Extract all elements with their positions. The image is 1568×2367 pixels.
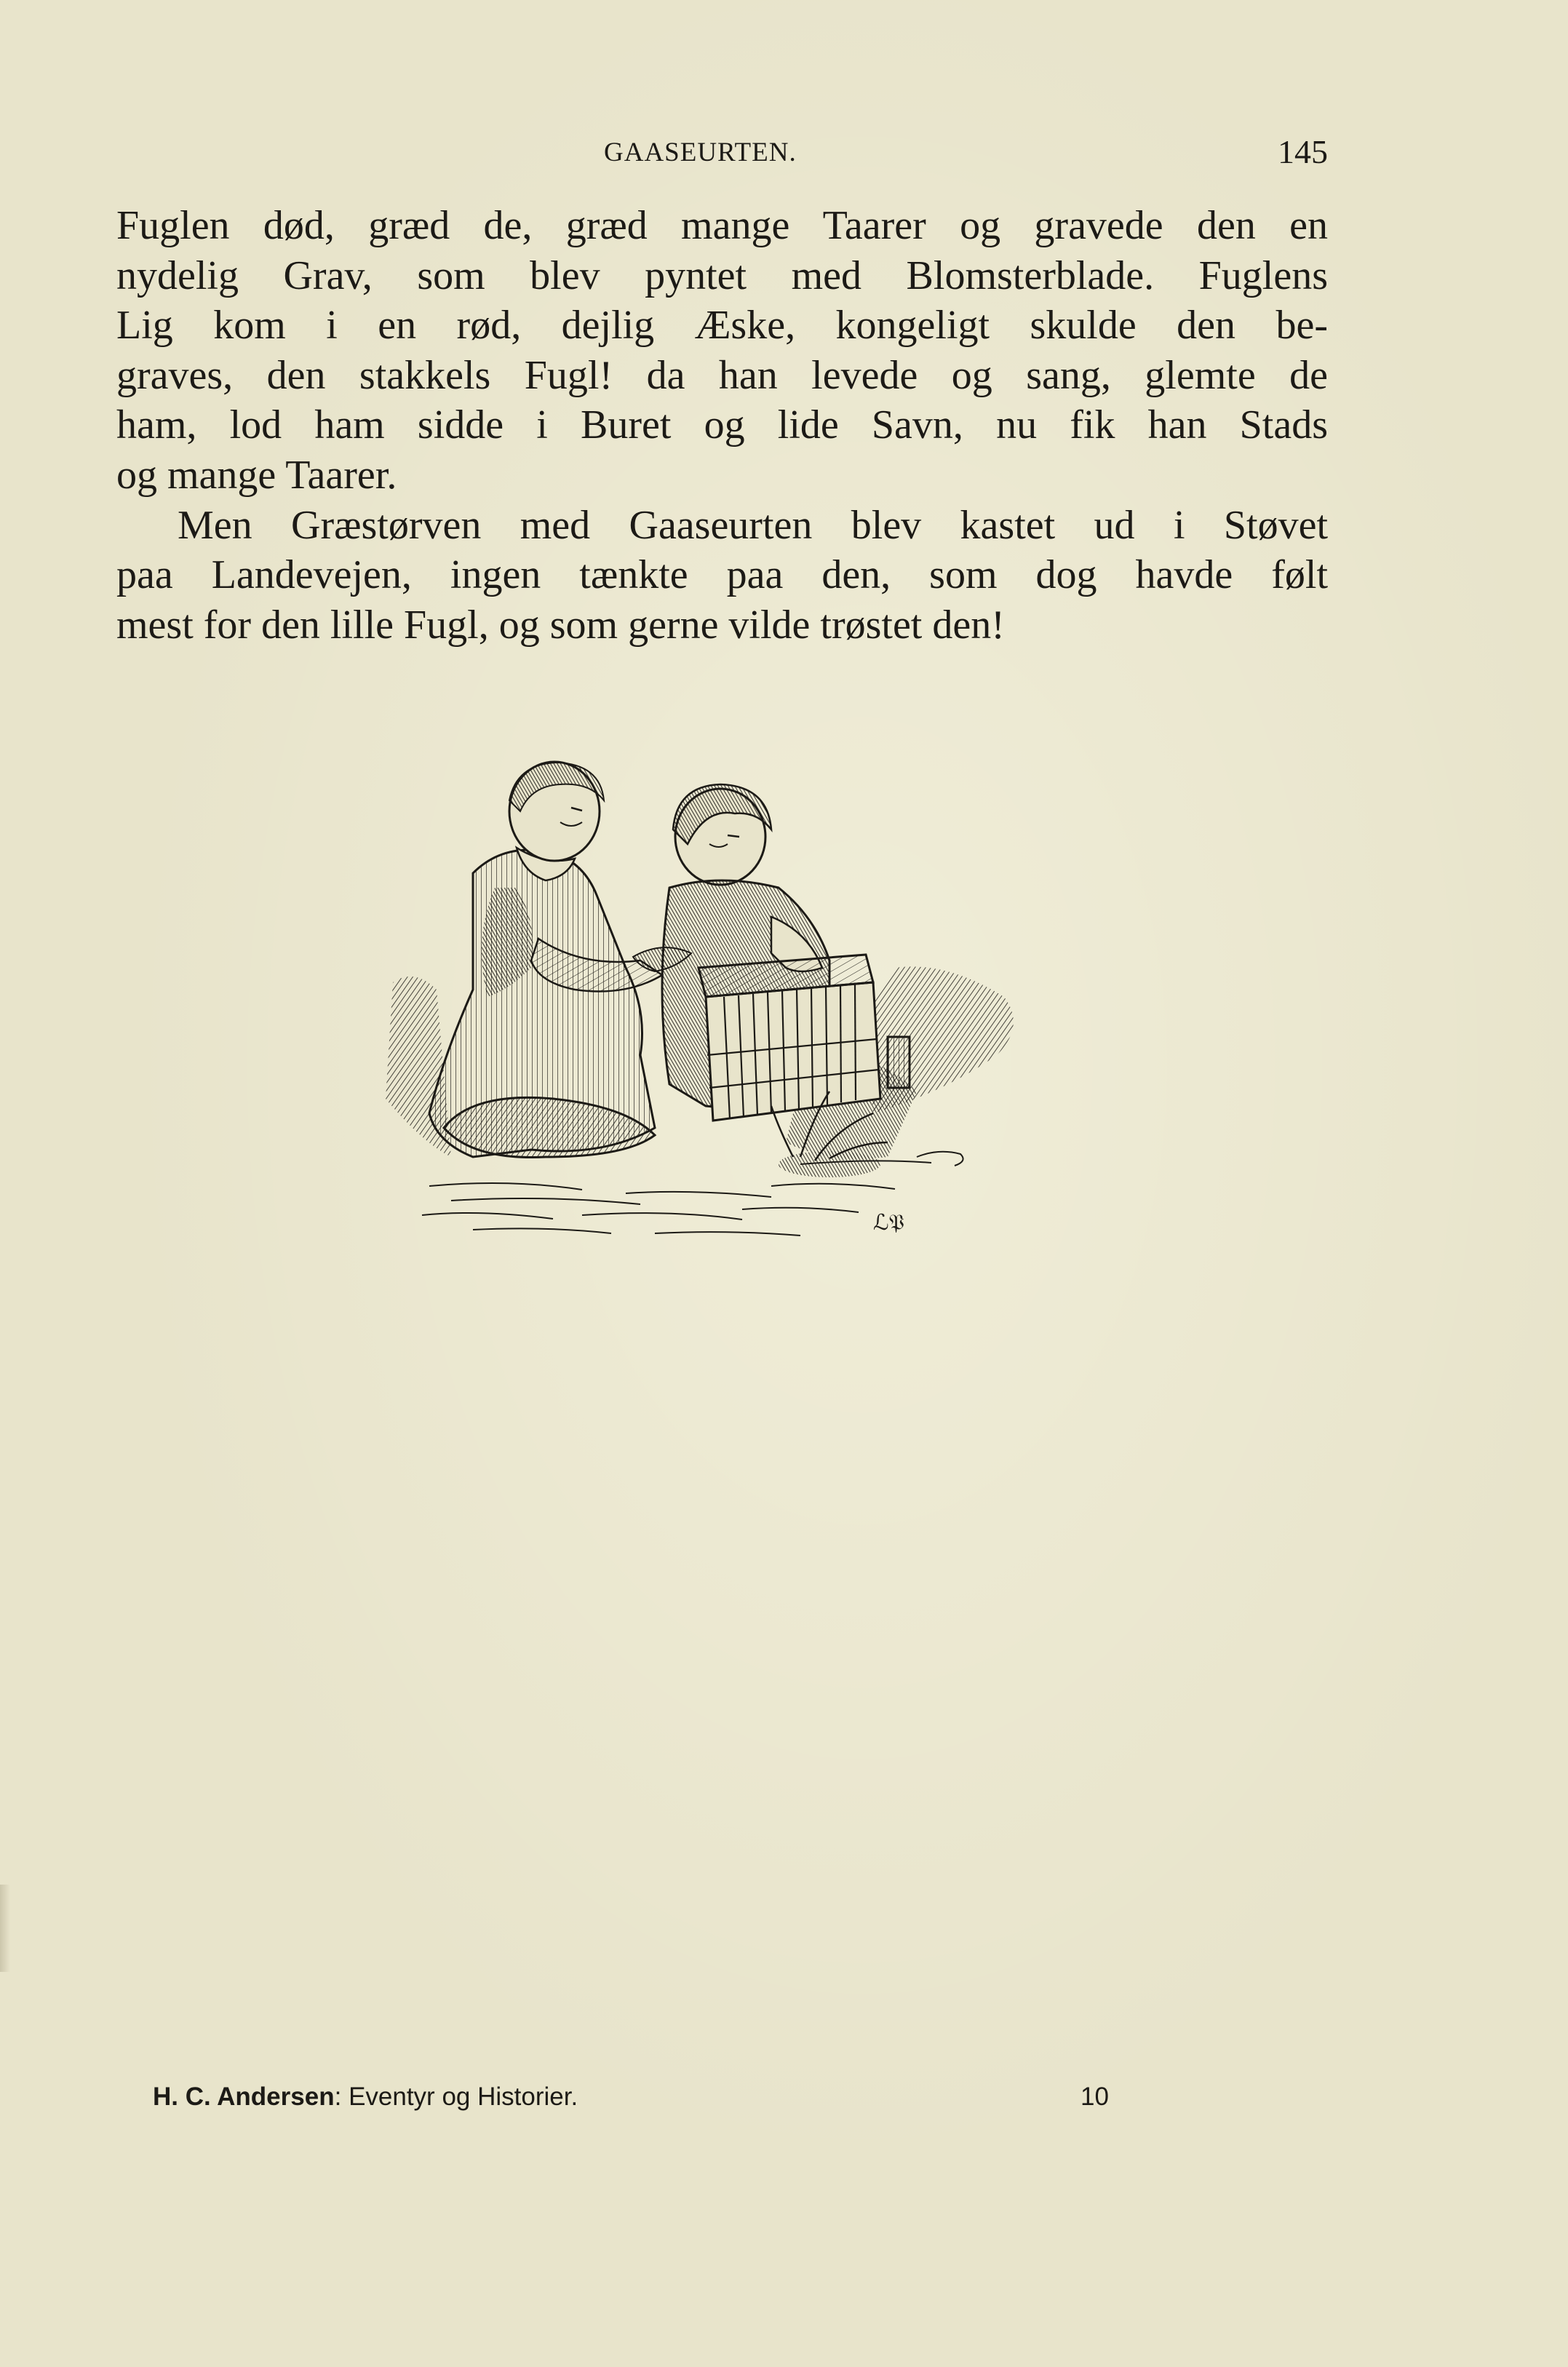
artist-monogram-mark: ℒ𝔓 [873, 1211, 904, 1235]
children-birdcage-engraving [364, 749, 1070, 1259]
text-line: Men Græstørven med Gaaseurten blev kastet ud i Støvet [178, 502, 1328, 548]
text-line: mest for den lille Fugl, og som gerne vilde trøstet den! [116, 602, 1005, 648]
margin-stain [0, 1885, 10, 1972]
engraving-illustration [364, 749, 1070, 1259]
text-line: paa Landevejen, ingen tænkte paa den, som dog havde følt [116, 552, 1328, 598]
text-line: graves, den stakkels Fugl! da han levede og sang, glemte de [116, 352, 1328, 398]
book-title: Eventyr og Historier. [349, 2082, 578, 2111]
footer [153, 2082, 1171, 2126]
text-line: og mange Taarer. [116, 452, 397, 498]
author-name: H. C. Andersen [153, 2082, 335, 2111]
text-line: nydelig Grav, som blev pyntet med Blomsterblade. Fuglens [116, 252, 1328, 298]
running-head [116, 132, 1328, 176]
body-text [116, 201, 1328, 650]
paragraph-2 [116, 501, 1328, 651]
text-line: Lig kom i en rød, dejlig Æske, kongeligt skulde den be- [116, 303, 1328, 349]
turf-clump [779, 1151, 880, 1177]
book-credit [153, 2082, 578, 2112]
running-title: GAASEURTEN. [604, 138, 797, 167]
signature-mark: 10 [1081, 2082, 1109, 2111]
text-line: Fuglen død, græd de, græd mange Taarer og gravede den en [116, 203, 1328, 248]
page-number: 145 [1278, 133, 1328, 170]
credit-separator: : [334, 2082, 342, 2111]
paragraph-1 [116, 201, 1328, 501]
text-line: ham, lod ham sidde i Buret og lide Savn, nu fik han Stads [116, 402, 1328, 448]
